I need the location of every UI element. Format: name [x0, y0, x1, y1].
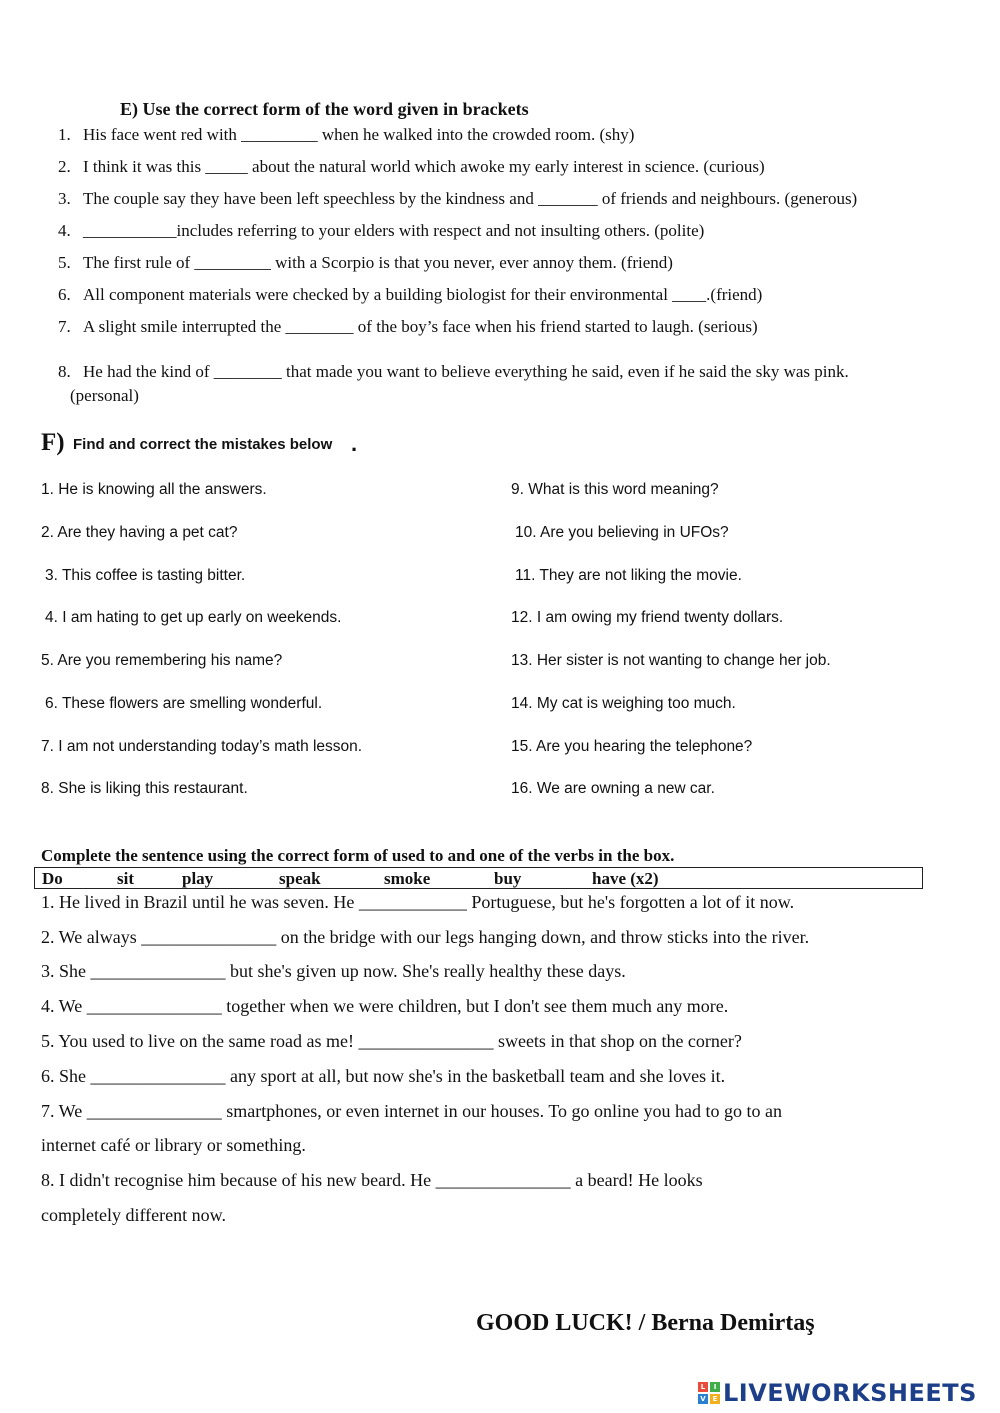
- f-item-1: 1. He is knowing all the answers.: [41, 481, 267, 498]
- verb-play: play: [182, 869, 214, 888]
- f-item-11: 11. They are not liking the movie.: [515, 567, 742, 584]
- used-to-line-4: 4. We _______________ together when we were children, but I don't see them much any more.: [41, 996, 729, 1016]
- used-to-line-6: 6. She _______________ any sport at all, but now she's in the basketball team and she loves it.: [41, 1066, 726, 1086]
- section-e-title: E) Use the correct form of the word given in brackets: [120, 99, 529, 119]
- logo-letter-i: I: [710, 1382, 720, 1392]
- logo-letter-v: V: [698, 1394, 708, 1404]
- used-to-line-7-cont: internet café or library or something.: [41, 1135, 306, 1155]
- logo-letter-e: E: [710, 1394, 720, 1404]
- verb-do: Do: [42, 869, 63, 888]
- f-item-12: 12. I am owing my friend twenty dollars.: [511, 609, 784, 626]
- e-item-8-continuation: (personal): [70, 386, 139, 405]
- used-to-line-8-cont: completely different now.: [41, 1205, 226, 1225]
- f-item-10: 10. Are you believing in UFOs?: [515, 524, 729, 541]
- f-item-8: 8. She is liking this restaurant.: [41, 780, 248, 797]
- verb-box: [34, 867, 923, 889]
- used-to-line-8: 8. I didn't recognise him because of his new beard. He _______________ a beard! He looks: [41, 1170, 703, 1190]
- f-item-13: 13. Her sister is not wanting to change her job.: [511, 652, 831, 669]
- used-to-line-1: 1. He lived in Brazil until he was seven. He ____________ Portuguese, but he's forgotten a lot of it now.: [41, 892, 795, 912]
- e-item-3: 3. The couple say they have been left speechless by the kindness and _______ of friends and neighbours. (generous): [58, 189, 858, 208]
- logo-text: LIVEWORKSHEETS: [723, 1379, 977, 1407]
- f-item-14: 14. My cat is weighing too much.: [511, 695, 736, 712]
- e-item-5: 5. The first rule of _________ with a Scorpio is that you never, ever annoy them. (friend): [58, 253, 673, 272]
- used-to-line-3: 3. She _______________ but she's given up now. She's really healthy these days.: [41, 961, 626, 981]
- logo-icon: [698, 1382, 720, 1404]
- f-item-6: 6. These flowers are smelling wonderful.: [45, 695, 323, 712]
- used-to-line-5: 5. You used to live on the same road as me! _______________ sweets in that shop on the corner?: [41, 1031, 742, 1051]
- f-item-3: 3. This coffee is tasting bitter.: [45, 567, 246, 584]
- e-item-7: 7. A slight smile interrupted the ________ of the boy’s face when his friend started to laugh. (serious): [58, 317, 758, 336]
- f-item-15: 15. Are you hearing the telephone?: [511, 738, 753, 755]
- f-item-7: 7. I am not understanding today’s math lesson.: [41, 738, 363, 755]
- used-to-line-7: 7. We _______________ smartphones, or even internet in our houses. To go online you had to go to an: [41, 1101, 783, 1121]
- logo-letter-l: L: [698, 1382, 708, 1392]
- f-item-16: 16. We are owning a new car.: [511, 780, 715, 797]
- e-item-6: 6. All component materials were checked by a building biologist for their environmental ____.(friend): [58, 285, 763, 304]
- used-to-line-2: 2. We always _______________ on the bridge with our legs hanging down, and throw sticks into the river.: [41, 927, 810, 947]
- section-f-title: Find and correct the mistakes below: [73, 436, 333, 453]
- section-f-letter: F): [41, 429, 65, 456]
- f-item-9: 9. What is this word meaning?: [511, 481, 719, 498]
- e-item-2: 2. I think it was this _____ about the natural world which awoke my early interest in science. (curious): [58, 157, 765, 176]
- verb-sit: sit: [117, 869, 134, 888]
- e-item-4: 4. ___________includes referring to your elders with respect and not insulting others. (polite): [58, 221, 705, 240]
- section-f-title-dot: .: [351, 431, 358, 456]
- liveworksheets-logo: [698, 1378, 977, 1408]
- e-item-8: 8. He had the kind of ________ that made you want to believe everything he said, even if he said the sky was pink.: [58, 362, 849, 381]
- good-luck-signature: GOOD LUCK! / Berna Demirtaş: [476, 1310, 815, 1336]
- verb-speak: speak: [279, 869, 321, 888]
- f-item-4: 4. I am hating to get up early on weekends.: [45, 609, 342, 626]
- f-item-2: 2. Are they having a pet cat?: [41, 524, 238, 541]
- verb-have: have (x2): [592, 869, 659, 888]
- verb-buy: buy: [494, 869, 522, 888]
- f-item-5: 5. Are you remembering his name?: [41, 652, 283, 669]
- used-to-title: Complete the sentence using the correct form of used to and one of the verbs in the box.: [41, 846, 675, 865]
- e-item-1: 1. His face went red with _________ when he walked into the crowded room. (shy): [58, 125, 635, 144]
- verb-smoke: smoke: [384, 869, 431, 888]
